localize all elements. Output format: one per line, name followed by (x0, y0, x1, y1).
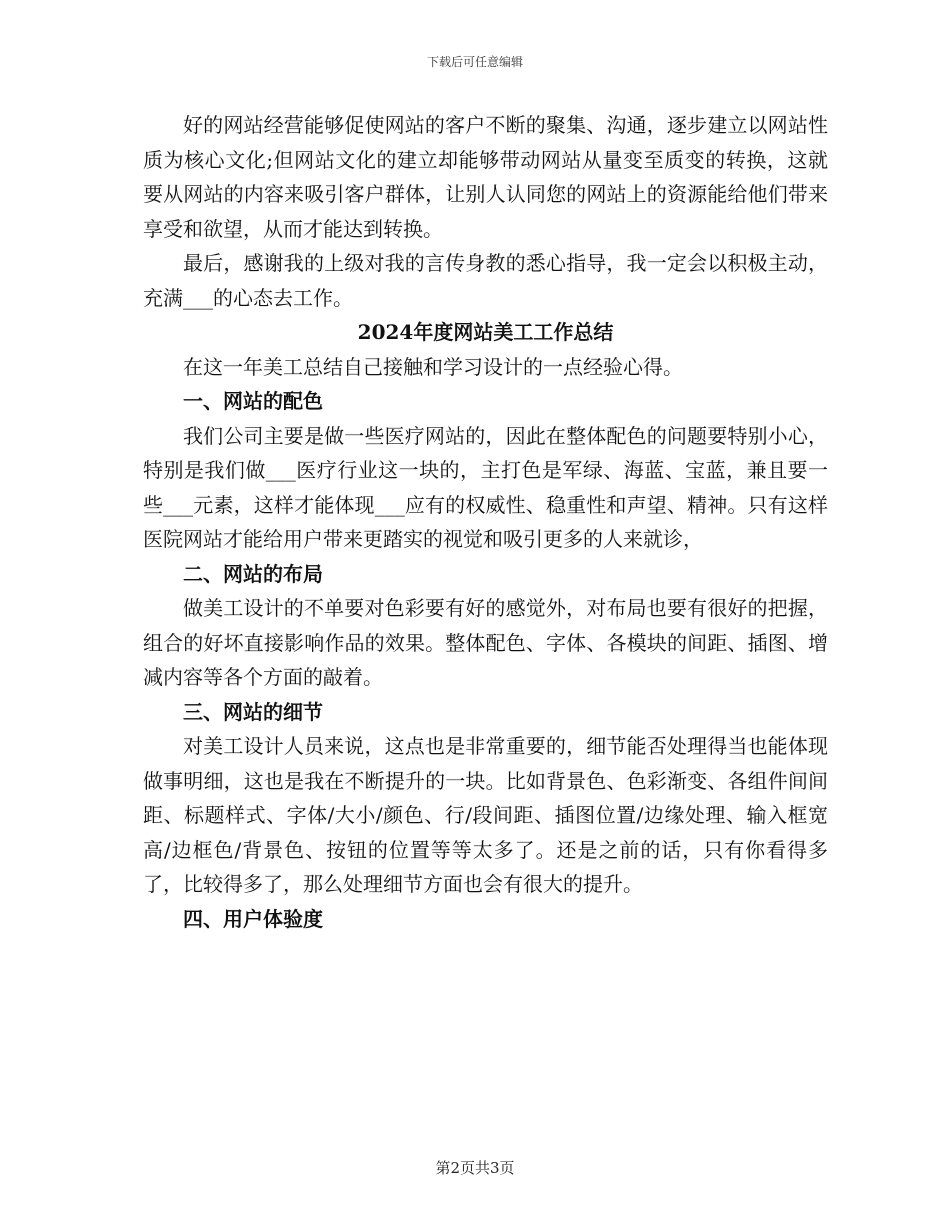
document-title: 2024年度网站美工工作总结 (357, 320, 614, 344)
paragraph-website-culture: 好的网站经营能够促使网站的客户不断的聚集、沟通，逐步建立以网站性质为核心文化;但网站文化的建立却能够带动网站从量变至质变的转换，这就要从网站的内容来吸引客户群体，让别人认同您的网站上的资源能给他们带来享受和欲望，从而才能达到转换。 (143, 113, 828, 241)
paragraph-intro: 在这一年美工总结自己接触和学习设计的一点经验心得。 (183, 354, 683, 379)
page-number: 第2页共3页 (435, 1159, 515, 1177)
paragraph-thanks: 最后，感谢我的上级对我的言传身教的悉心指导，我一定会以积极主动，充满___的心态去工作。 (143, 251, 828, 310)
section-body-details: 对美工设计人员来说，这点也是非常重要的，细节能否处理得当也能体现做事明细，这也是我在不断提升的一块。比如背景色、色彩渐变、各组件间间距、标题样式、字体/大小/颜色、行/段间距、插图位置/边缘处理、输入框宽高/边框色/背景色、按钮的位置等等太多了。还是之前的话，只有你看得多了，比较得多了，那么处理细节方面也会有很大的提升。 (143, 734, 828, 896)
section-body-color: 我们公司主要是做一些医疗网站的，因此在整体配色的问题要特别小心，特别是我们做___医疗行业这一块的，主打色是军绿、海蓝、宝蓝，兼且要一些___元素，这样才能体现___应有的权威性、稳重性和声望、精神。只有这样医院网站才能给用户带来更踏实的视觉和吸引更多的人来就诊， (143, 423, 828, 551)
section-heading-user-experience: 四、用户体验度 (183, 906, 323, 931)
section-heading-color: 一、网站的配色 (183, 389, 323, 413)
section-body-layout: 做美工设计的不单要对色彩要有好的感觉外，对布局也要有很好的把握，组合的好坏直接影响作品的效果。整体配色、字体、各模块的间距、插图、增减内容等各个方面的敲着。 (143, 596, 828, 689)
section-heading-details: 三、网站的细节 (183, 699, 323, 724)
page-header-note: 下载后可任意编辑 (426, 55, 523, 69)
document-body (143, 108, 828, 936)
section-heading-layout: 二、网站的布局 (183, 561, 323, 586)
